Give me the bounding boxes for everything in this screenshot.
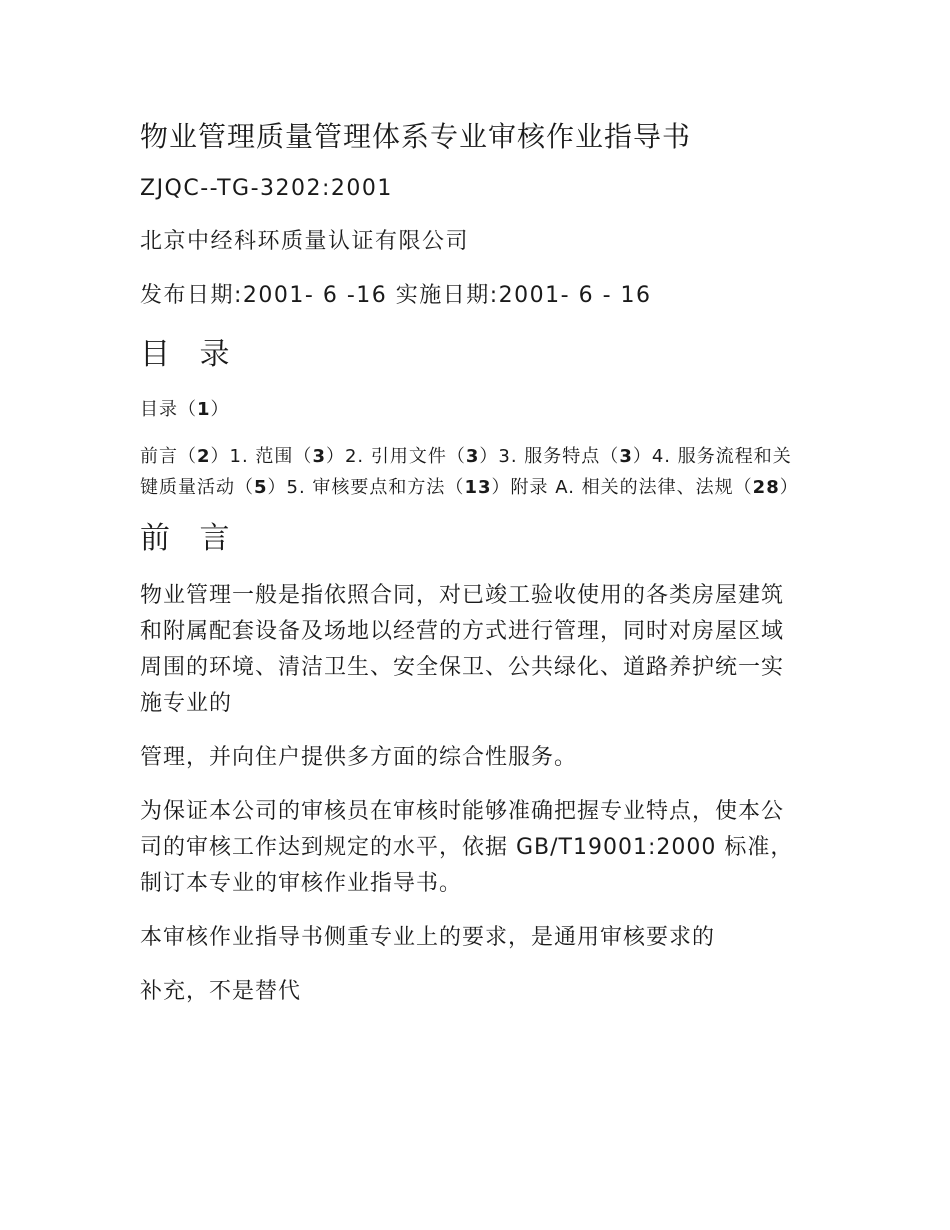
toc-label: 前言（ bbox=[140, 445, 197, 467]
preface-paragraph: 本审核作业指导书侧重专业上的要求，是通用审核要求的 bbox=[140, 924, 716, 950]
toc-line-contents bbox=[140, 394, 805, 425]
toc-label: ）2. 引用文件（ bbox=[325, 445, 466, 467]
toc-label: ）4. 服务流程和关键质量活动（ bbox=[140, 445, 792, 498]
toc-page-number: 3 bbox=[312, 445, 326, 467]
preface-paragraph: 为保证本公司的审核员在审核时能够准确把握专业特点，使本公司的审核工作达到规定的水平，依据 GB/T19001:2000 标准，制订本专业的审核作业指导书。 bbox=[140, 798, 794, 896]
toc-label: ）3. 服务特点（ bbox=[479, 445, 620, 467]
toc-heading: 目 录 bbox=[140, 336, 240, 372]
toc-label: ） bbox=[210, 398, 230, 420]
toc-page-number: 5 bbox=[254, 476, 268, 498]
document-code: ZJQC--TG-3202:2001 bbox=[140, 175, 393, 201]
preface-paragraph: 补充，不是替代 bbox=[140, 978, 302, 1004]
toc-entries bbox=[140, 441, 805, 503]
toc-label: ）1. 范围（ bbox=[210, 445, 313, 467]
preface-heading: 前 言 bbox=[140, 520, 240, 556]
organization-name: 北京中经科环质量认证有限公司 bbox=[140, 229, 470, 255]
preface-paragraph: 管理，并向住户提供多方面的综合性服务。 bbox=[140, 744, 578, 770]
toc-label: 目录（ bbox=[140, 398, 197, 420]
toc-label: ）附录 A. 相关的法律、法规（ bbox=[491, 476, 753, 498]
toc-page-number: 13 bbox=[464, 476, 492, 498]
issue-dates: 发布日期:2001- 6 -16 实施日期:2001- 6 - 16 bbox=[140, 283, 652, 309]
toc-page-number: 3 bbox=[465, 445, 480, 467]
document-page bbox=[140, 118, 805, 1028]
toc-page-number: 3 bbox=[619, 445, 633, 467]
toc-page-number: 28 bbox=[752, 476, 780, 498]
toc-label: ） bbox=[779, 476, 799, 498]
toc-page-number: 2 bbox=[197, 445, 211, 467]
document-title: 物业管理质量管理体系专业审核作业指导书 bbox=[140, 120, 692, 153]
toc-label: ）5. 审核要点和方法（ bbox=[267, 476, 465, 498]
preface-paragraph: 物业管理一般是指依照合同，对已竣工验收使用的各类房屋建筑和附属配套设备及场地以经营的方式进行管理，同时对房屋区域周围的环境、清洁卫生、安全保卫、公共绿化、道路养护统一实施专业的 bbox=[140, 582, 785, 716]
toc-page-number: 1 bbox=[197, 398, 211, 420]
